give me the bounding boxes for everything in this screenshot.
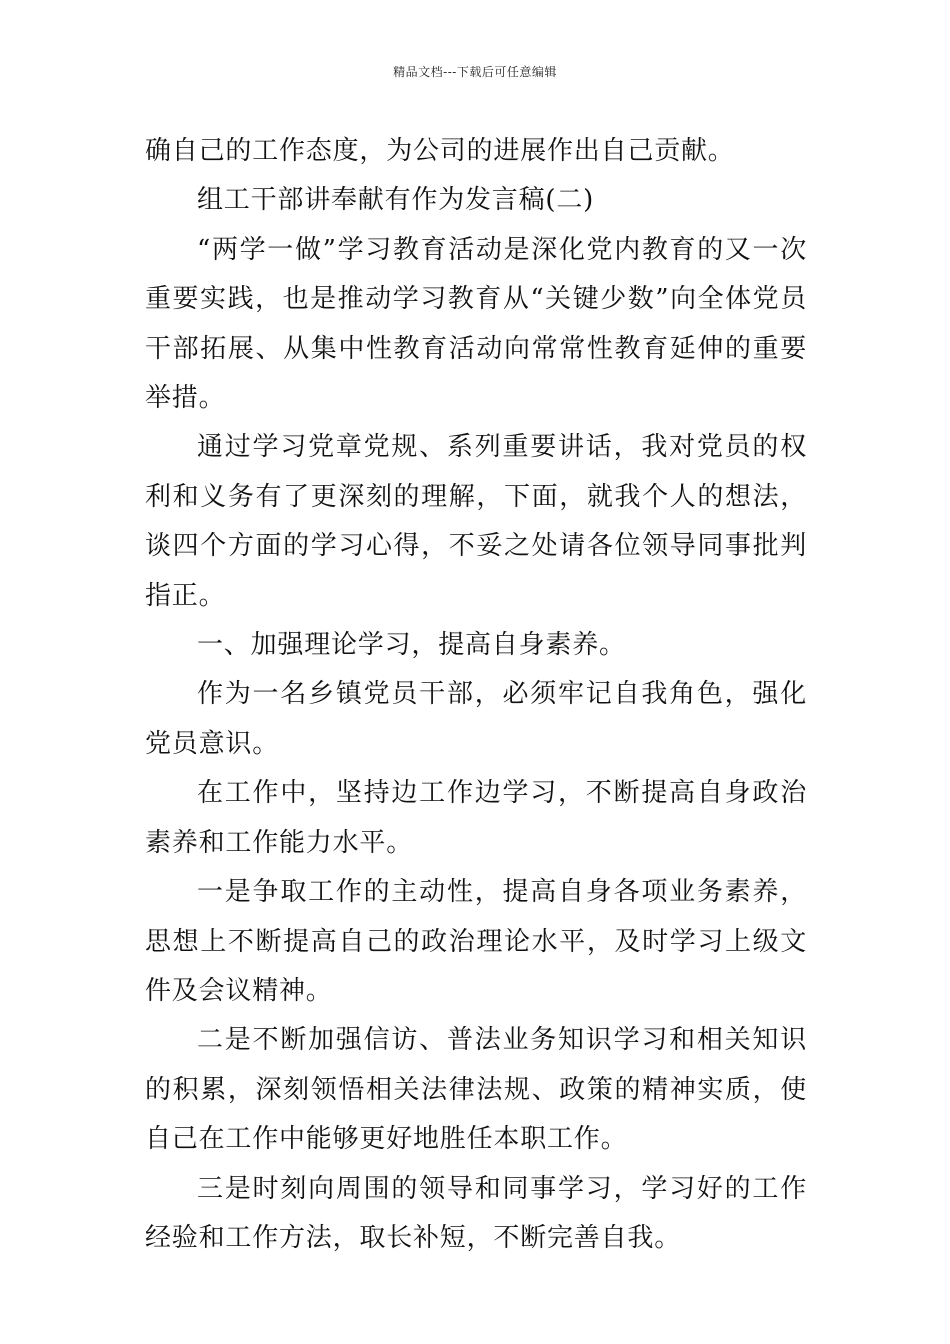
page-header: 精品文档---下载后可任意编辑 xyxy=(393,65,557,79)
paragraph: 二是不断加强信访、普法业务知识学习和相关知识的积累，深刻领悟相关法律法规、政策的精神实质，使自己在工作中能够更好地胜任本职工作。 xyxy=(145,1025,807,1155)
document-body xyxy=(145,127,807,1263)
paragraph: 通过学习党章党规、系列重要讲话，我对党员的权利和义务有了更深刻的理解，下面，就我个人的想法，谈四个方面的学习心得，不妥之处请各位领导同事批判指正。 xyxy=(145,432,807,611)
paragraph: “两学一做”学习教育活动是深化党内教育的又一次重要实践，也是推动学习教育从“关键少数”向全体党员干部拓展、从集中性教育活动向常常性教育延伸的重要举措。 xyxy=(145,234,807,414)
paragraph: 在工作中，坚持边工作边学习，不断提高自身政治素养和工作能力水平。 xyxy=(145,778,807,858)
paragraph: 三是时刻向周围的领导和同事学习，学习好的工作经验和工作方法，取长补短，不断完善自我。 xyxy=(145,1173,807,1253)
paragraph: 作为一名乡镇党员干部，必须牢记自我角色，强化党员意识。 xyxy=(145,679,807,759)
section-title: 组工干部讲奉献有作为发言稿(二) xyxy=(197,185,595,216)
paragraph: 一是争取工作的主动性，提高自身各项业务素养，思想上不断提高自己的政治理论水平，及时学习上级文件及会议精神。 xyxy=(145,877,807,1006)
paragraph-continuation: 确自己的工作态度，为公司的进展作出自己贡献。 xyxy=(145,136,735,166)
subheading: 一、加强理论学习，提高自身素养。 xyxy=(197,630,626,661)
